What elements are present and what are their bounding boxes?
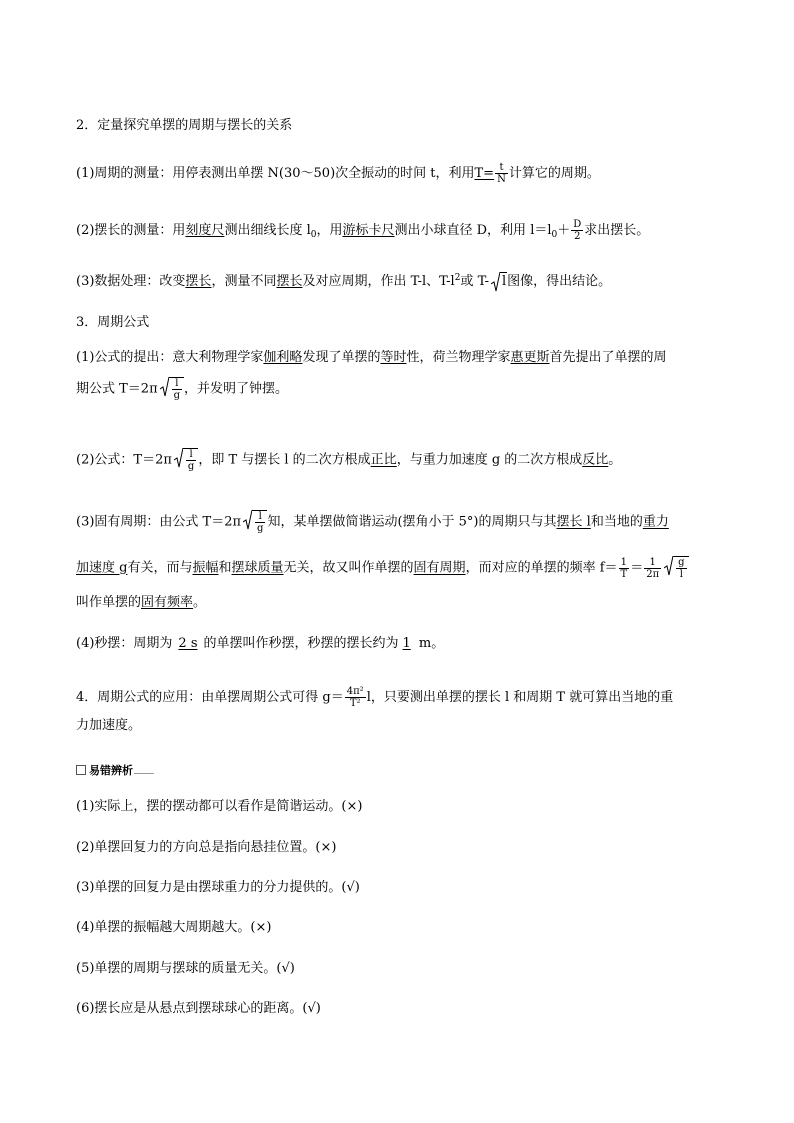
sqrt bbox=[664, 556, 688, 580]
blank: 刻度尺 bbox=[185, 223, 225, 238]
numerator: g bbox=[678, 557, 685, 568]
text: m。 bbox=[414, 636, 445, 651]
sqrt bbox=[174, 448, 198, 472]
blank: 加速度 g bbox=[76, 560, 128, 576]
sec3-p1-line1 bbox=[76, 349, 667, 367]
radical-icon bbox=[160, 377, 169, 397]
text: (1)公式的提出：意大利物理学家 bbox=[76, 350, 264, 365]
text: 的单摆叫作秒摆，秒摆的摆长约为 bbox=[203, 636, 399, 651]
subscript: 0 bbox=[310, 230, 317, 240]
radical-icon bbox=[243, 510, 252, 530]
text: 知，某单摆做简谐运动(摆角小于 5°)的周期只与其 bbox=[267, 514, 557, 530]
superscript: 2 bbox=[454, 273, 461, 283]
eq: T= bbox=[474, 166, 495, 181]
sec4-line1 bbox=[76, 686, 673, 709]
blank: 摆球质量 bbox=[231, 560, 284, 576]
radical-icon bbox=[491, 272, 500, 292]
fraction bbox=[676, 557, 686, 580]
denominator: g bbox=[173, 390, 181, 401]
fraction bbox=[495, 162, 508, 185]
text: (2)摆长的测量：用 bbox=[76, 223, 186, 238]
tag-label: 易错辨析 bbox=[89, 764, 133, 777]
text: ，测量不同 bbox=[211, 274, 277, 289]
text: 计算它的周期。 bbox=[508, 166, 600, 181]
text: 或 T- bbox=[460, 274, 489, 289]
sec2-p1 bbox=[76, 162, 600, 185]
box-icon bbox=[76, 765, 86, 775]
denominator: T bbox=[620, 568, 628, 580]
section-3-title: 3．周期公式 bbox=[76, 315, 150, 330]
sqrt bbox=[160, 377, 184, 401]
text: ＝ bbox=[630, 560, 644, 576]
list-item: (5)单摆的周期与摆球的质量无关。(√) bbox=[76, 961, 295, 976]
blank: 反比 bbox=[582, 452, 609, 468]
underline-decoration bbox=[134, 769, 157, 774]
denominator: 2 bbox=[574, 231, 581, 242]
sqrt bbox=[243, 510, 267, 534]
text: 图像，得出结论。 bbox=[507, 274, 612, 289]
numerator: 4π² bbox=[346, 686, 364, 697]
text: 测出细线长度 l bbox=[224, 223, 311, 238]
numerator: 1 bbox=[644, 557, 661, 569]
denominator: 2π bbox=[646, 568, 660, 580]
blank: 2 s bbox=[178, 636, 198, 651]
subscript: 0 bbox=[551, 230, 558, 240]
denominator: g bbox=[187, 461, 195, 472]
sec2-p3 bbox=[76, 269, 611, 291]
fraction bbox=[619, 557, 630, 580]
sec3-p3-line2 bbox=[76, 556, 689, 580]
blank: 等时 bbox=[380, 350, 407, 365]
list-item: (6)摆长应是从悬点到摆球球心的距离。(√) bbox=[76, 1001, 321, 1016]
numerator: 1 bbox=[619, 557, 630, 569]
text: 无关，故又叫作单摆的 bbox=[283, 560, 414, 576]
text: 性，荷兰物理学家 bbox=[406, 350, 511, 365]
list-item: (3)单摆的回复力是由摆球重力的分力提供的。(√) bbox=[76, 880, 360, 895]
text: 4．周期公式的应用：由单摆周期公式可得 g＝ bbox=[76, 690, 344, 705]
numerator: t bbox=[495, 162, 508, 174]
numerator: l bbox=[172, 378, 182, 390]
sqrt bbox=[491, 272, 507, 291]
blank: 摆长 bbox=[185, 274, 212, 289]
blank: 固有周期 bbox=[413, 560, 466, 576]
fraction bbox=[644, 557, 661, 580]
sec3-p1-line2 bbox=[76, 377, 288, 401]
text: 求出摆长。 bbox=[584, 223, 650, 238]
list-item: (2)单摆回复力的方向总是指向悬挂位置。(×) bbox=[76, 840, 337, 855]
text: 和当地的 bbox=[590, 514, 643, 530]
blank: 1 bbox=[402, 636, 411, 651]
radical-icon bbox=[174, 448, 183, 468]
denominator: N bbox=[497, 174, 506, 185]
text: (2)公式：T＝2π bbox=[76, 452, 172, 468]
blank: 重力 bbox=[642, 514, 669, 530]
text: 发现了单摆的 bbox=[302, 350, 381, 365]
section-2-title: 2．定量探究单摆的周期与摆长的关系 bbox=[76, 118, 293, 133]
radicand bbox=[169, 377, 184, 401]
sec3-p3-line3 bbox=[76, 594, 206, 612]
text: ，用 bbox=[316, 223, 343, 238]
text: ，并发明了钟摆。 bbox=[184, 381, 289, 397]
fraction bbox=[255, 511, 265, 534]
denominator: T² bbox=[349, 698, 361, 709]
text: ，即 T 与摆长 l 的二次方根成 bbox=[198, 452, 371, 468]
blank: 摆长 l bbox=[556, 514, 591, 530]
text: (1)周期的测量：用停表测出单摆 N(30～50)次全振动的时间 t，利用 bbox=[76, 166, 475, 181]
blank: 游标卡尺 bbox=[342, 223, 395, 238]
text: ，与重力加速度 g 的二次方根成 bbox=[396, 452, 583, 468]
list-item: (4)单摆的振幅越大周期越大。(×) bbox=[76, 920, 272, 935]
text: ＋ bbox=[557, 223, 571, 238]
text: ，而对应的单摆的频率 f＝ bbox=[465, 560, 618, 576]
text: 有关，而与 bbox=[127, 560, 193, 576]
text: 及对应周期，作出 T-l、T-l bbox=[302, 274, 455, 289]
radicand bbox=[252, 510, 267, 534]
radicand bbox=[183, 448, 198, 472]
text: 测出小球直径 D，利用 l＝l bbox=[394, 223, 552, 238]
denominator: g bbox=[257, 523, 264, 534]
text: 和 bbox=[218, 560, 232, 576]
text: 首先提出了单摆的周 bbox=[549, 350, 667, 365]
text: 。 bbox=[608, 452, 622, 468]
formula-T bbox=[474, 162, 509, 185]
fraction bbox=[186, 449, 196, 472]
sec3-p3-line1 bbox=[76, 510, 669, 534]
sec3-p2 bbox=[76, 448, 621, 472]
sec2-p2 bbox=[76, 219, 649, 244]
sec4-line2: 力加速度。 bbox=[76, 718, 142, 733]
sec3-p4 bbox=[76, 635, 444, 653]
blank: 固有频率 bbox=[141, 595, 194, 610]
text: (4)秒摆：周期为 bbox=[76, 636, 173, 651]
text: 期公式 T＝2π bbox=[76, 381, 158, 397]
blank: 正比 bbox=[370, 452, 397, 468]
numerator: l bbox=[186, 449, 196, 461]
blank: 摆长 bbox=[276, 274, 303, 289]
fraction bbox=[571, 219, 583, 242]
text: 叫作单摆的 bbox=[76, 595, 142, 610]
fraction bbox=[345, 686, 366, 709]
radicand bbox=[673, 556, 688, 580]
blank: 惠更斯 bbox=[510, 350, 550, 365]
radical-icon bbox=[664, 556, 673, 576]
blank: 伽利略 bbox=[263, 350, 303, 365]
error-analysis-tag bbox=[76, 762, 155, 778]
numerator: D bbox=[573, 219, 582, 230]
fraction bbox=[172, 378, 182, 401]
text: (3)固有周期：由公式 T＝2π bbox=[76, 514, 242, 530]
text: 。 bbox=[193, 595, 207, 610]
numerator: l bbox=[255, 511, 265, 523]
denominator: l bbox=[679, 569, 683, 580]
list-item: (1)实际上，摆的摆动都可以看作是简谐运动。(×) bbox=[76, 799, 363, 814]
text: l，只要测出单摆的摆长 l 和周期 T 就可算出当地的重 bbox=[366, 690, 674, 705]
text: (3)数据处理：改变 bbox=[76, 274, 186, 289]
blank: 振幅 bbox=[192, 560, 219, 576]
radicand: l bbox=[501, 274, 507, 289]
